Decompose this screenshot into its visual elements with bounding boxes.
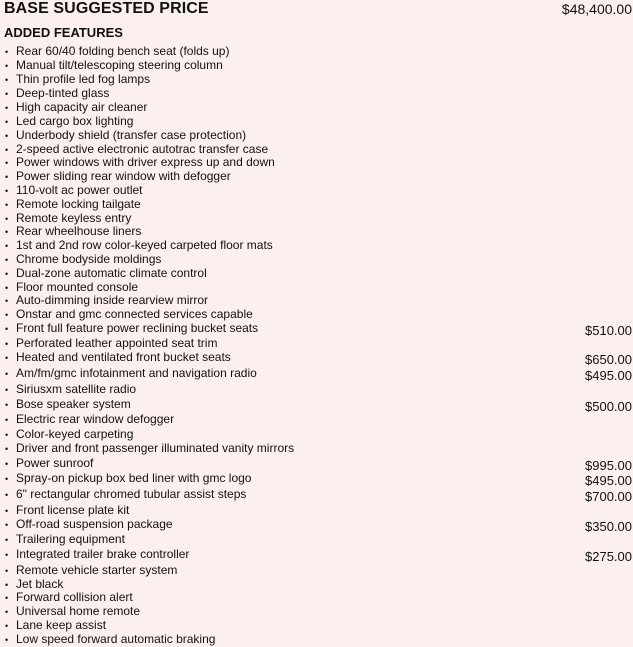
feature-item bbox=[5, 307, 632, 321]
feature-item bbox=[5, 100, 632, 114]
feature-price: $275.00 bbox=[585, 549, 632, 564]
bullet-icon bbox=[5, 86, 15, 101]
feature-label: Am/fm/gmc infotainment and navigation radio bbox=[16, 366, 257, 380]
feature-item bbox=[5, 577, 632, 591]
bullet-icon bbox=[5, 224, 15, 239]
feature-price: $495.00 bbox=[585, 368, 632, 383]
feature-label: Forward collision alert bbox=[16, 590, 133, 604]
feature-item bbox=[5, 183, 632, 197]
feature-label: Underbody shield (transfer case protection) bbox=[16, 128, 247, 142]
feature-label: Siriusxm satellite radio bbox=[16, 382, 137, 396]
bullet-icon bbox=[5, 72, 15, 87]
feature-item bbox=[5, 547, 632, 564]
feature-label: Electric rear window defogger bbox=[16, 412, 175, 426]
feature-label: Thin profile led fog lamps bbox=[16, 72, 151, 86]
bullet-icon bbox=[5, 44, 15, 59]
feature-item bbox=[5, 604, 632, 618]
feature-item bbox=[5, 266, 632, 280]
feature-item bbox=[5, 590, 632, 604]
feature-label: Integrated trailer brake controller bbox=[16, 547, 190, 561]
bullet-icon bbox=[5, 197, 15, 212]
feature-item bbox=[5, 563, 632, 577]
feature-item bbox=[5, 293, 632, 307]
bullet-icon bbox=[5, 563, 15, 578]
feature-item bbox=[5, 44, 632, 58]
feature-label: Universal home remote bbox=[16, 604, 141, 618]
bullet-icon bbox=[5, 183, 15, 198]
feature-label: Bose speaker system bbox=[16, 397, 131, 411]
feature-price: $500.00 bbox=[585, 399, 632, 414]
feature-label: Lane keep assist bbox=[16, 618, 107, 632]
feature-label: Off-road suspension package bbox=[16, 517, 173, 531]
feature-label: Rear 60/40 folding bench seat (folds up) bbox=[16, 44, 230, 58]
feature-label: Heated and ventilated front bucket seats bbox=[16, 350, 231, 364]
feature-label: Remote vehicle starter system bbox=[16, 563, 178, 577]
feature-item bbox=[5, 618, 632, 632]
feature-item bbox=[5, 487, 632, 504]
feature-item bbox=[5, 456, 632, 473]
feature-label: Power windows with driver express up and down bbox=[16, 155, 275, 169]
feature-label: Color-keyed carpeting bbox=[16, 427, 134, 441]
feature-item bbox=[5, 471, 632, 488]
feature-item bbox=[5, 517, 632, 534]
feature-label: 6" rectangular chromed tubular assist steps bbox=[16, 487, 247, 501]
bullet-icon bbox=[5, 293, 15, 308]
feature-label: Remote keyless entry bbox=[16, 211, 132, 225]
feature-price: $510.00 bbox=[585, 323, 632, 338]
feature-label: High capacity air cleaner bbox=[16, 100, 148, 114]
feature-label: Jet black bbox=[16, 577, 64, 591]
bullet-icon bbox=[5, 412, 15, 427]
feature-price: $350.00 bbox=[585, 519, 632, 534]
feature-label: Auto-dimming inside rearview mirror bbox=[16, 293, 209, 307]
feature-item bbox=[5, 397, 632, 414]
feature-label: Deep-tinted glass bbox=[16, 86, 110, 100]
bullet-icon bbox=[5, 427, 15, 442]
feature-item bbox=[5, 114, 632, 128]
bullet-icon bbox=[5, 547, 15, 562]
feature-label: Spray-on pickup box bed liner with gmc logo bbox=[16, 471, 252, 485]
feature-label: Remote locking tailgate bbox=[16, 197, 141, 211]
feature-label: 2-speed active electronic autotrac transfer case bbox=[16, 142, 269, 156]
feature-label: Led cargo box lighting bbox=[16, 114, 134, 128]
bullet-icon bbox=[5, 604, 15, 619]
bullet-icon bbox=[5, 114, 15, 129]
bullet-icon bbox=[5, 321, 15, 336]
bullet-icon bbox=[5, 487, 15, 502]
feature-item bbox=[5, 441, 632, 455]
feature-item bbox=[5, 128, 632, 142]
bullet-icon bbox=[5, 382, 15, 397]
feature-item bbox=[5, 503, 632, 517]
bullet-icon bbox=[5, 441, 15, 456]
feature-item bbox=[5, 72, 632, 86]
feature-item bbox=[5, 224, 632, 238]
bullet-icon bbox=[5, 456, 15, 471]
feature-label: Front license plate kit bbox=[16, 503, 130, 517]
feature-label: Power sliding rear window with defogger bbox=[16, 169, 231, 183]
feature-item bbox=[5, 382, 632, 396]
feature-label: Front full feature power reclining bucket seats bbox=[16, 321, 259, 335]
bullet-icon bbox=[5, 128, 15, 143]
bullet-icon bbox=[5, 618, 15, 633]
base-price-value: $48,400.00 bbox=[561, 1, 632, 17]
bullet-icon bbox=[5, 471, 15, 486]
feature-item bbox=[5, 142, 632, 156]
feature-price: $700.00 bbox=[585, 489, 632, 504]
feature-label: Floor mounted console bbox=[16, 280, 139, 294]
added-features-heading: ADDED FEATURES bbox=[4, 25, 123, 40]
feature-item bbox=[5, 280, 632, 294]
bullet-icon bbox=[5, 366, 15, 381]
feature-price: $650.00 bbox=[585, 352, 632, 367]
feature-label: Perforated leather appointed seat trim bbox=[16, 336, 218, 350]
feature-item bbox=[5, 197, 632, 211]
feature-label: Rear wheelhouse liners bbox=[16, 224, 142, 238]
feature-item bbox=[5, 632, 632, 646]
feature-item bbox=[5, 350, 632, 367]
feature-item bbox=[5, 366, 632, 383]
feature-label: Driver and front passenger illuminated vanity mirrors bbox=[16, 441, 295, 455]
feature-price: $995.00 bbox=[585, 458, 632, 473]
base-price-row bbox=[4, 0, 632, 20]
feature-item bbox=[5, 412, 632, 426]
bullet-icon bbox=[5, 532, 15, 547]
feature-label: Onstar and gmc connected services capable bbox=[16, 307, 253, 321]
bullet-icon bbox=[5, 238, 15, 253]
feature-label: Manual tilt/telescoping steering column bbox=[16, 58, 223, 72]
feature-item bbox=[5, 211, 632, 225]
bullet-icon bbox=[5, 307, 15, 322]
feature-item bbox=[5, 238, 632, 252]
bullet-icon bbox=[5, 169, 15, 184]
bullet-icon bbox=[5, 517, 15, 532]
bullet-icon bbox=[5, 266, 15, 281]
feature-label: Chrome bodyside moldings bbox=[16, 252, 162, 266]
feature-item bbox=[5, 252, 632, 266]
bullet-icon bbox=[5, 155, 15, 170]
feature-label: Low speed forward automatic braking bbox=[16, 632, 216, 646]
bullet-icon bbox=[5, 503, 15, 518]
feature-item bbox=[5, 86, 632, 100]
feature-label: Trailering equipment bbox=[16, 532, 125, 546]
bullet-icon bbox=[5, 350, 15, 365]
bullet-icon bbox=[5, 58, 15, 73]
bullet-icon bbox=[5, 336, 15, 351]
bullet-icon bbox=[5, 100, 15, 115]
feature-item bbox=[5, 336, 632, 350]
feature-item bbox=[5, 155, 632, 169]
bullet-icon bbox=[5, 590, 15, 605]
feature-item bbox=[5, 427, 632, 441]
feature-item bbox=[5, 321, 632, 338]
feature-price: $495.00 bbox=[585, 473, 632, 488]
feature-label: Dual-zone automatic climate control bbox=[16, 266, 207, 280]
feature-item bbox=[5, 58, 632, 72]
feature-label: 110-volt ac power outlet bbox=[16, 183, 143, 197]
feature-label: Power sunroof bbox=[16, 456, 94, 470]
bullet-icon bbox=[5, 252, 15, 267]
base-price-title: BASE SUGGESTED PRICE bbox=[4, 0, 209, 17]
feature-label: 1st and 2nd row color-keyed carpeted floor mats bbox=[16, 238, 273, 252]
bullet-icon bbox=[5, 397, 15, 412]
feature-item bbox=[5, 532, 632, 546]
feature-item bbox=[5, 169, 632, 183]
